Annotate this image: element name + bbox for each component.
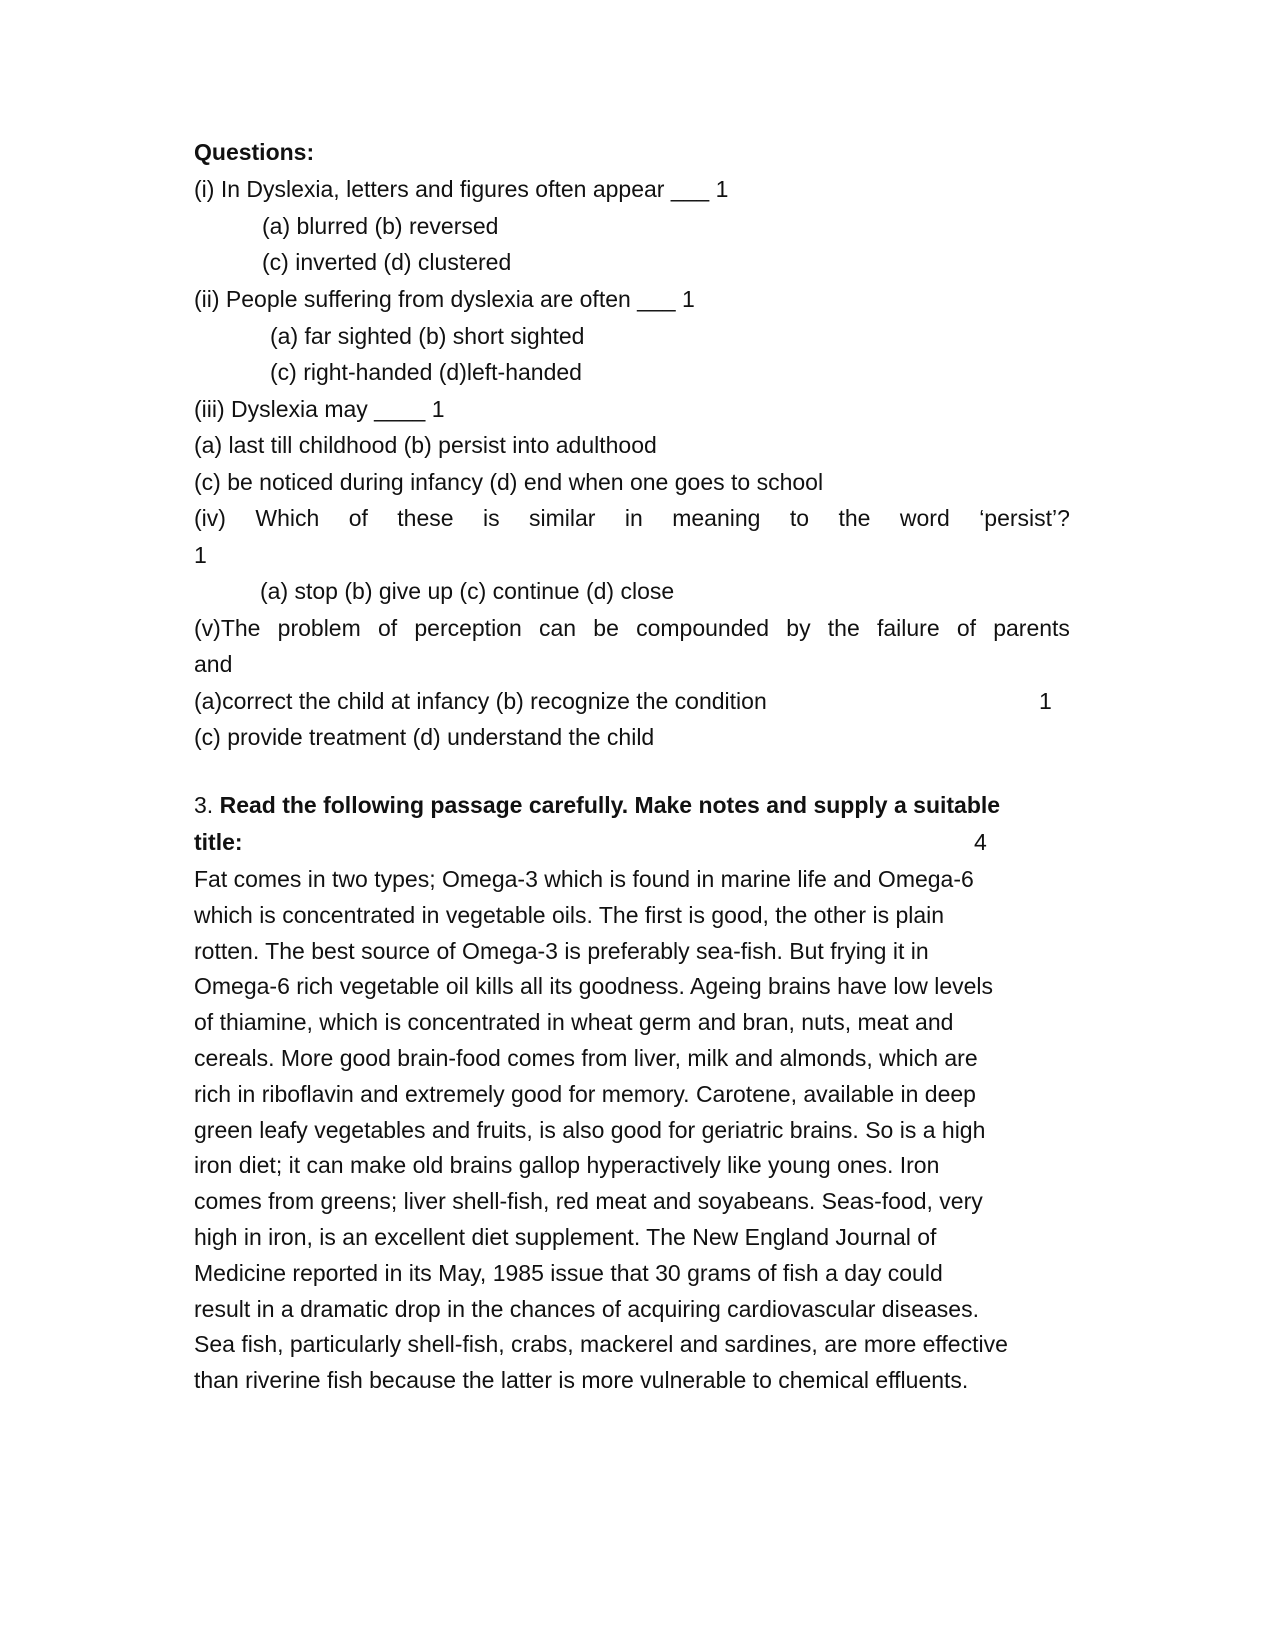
question-5-mark: 1 — [1039, 688, 1052, 714]
question-4-options: (a) stop (b) give up (c) continue (d) close — [260, 578, 675, 604]
passage-line: which is concentrated in vegetable oils. The first is good, the other is plain — [194, 901, 945, 928]
question-1-options-ab: (a) blurred (b) reversed — [262, 213, 499, 239]
word: can — [538, 615, 577, 641]
question-5-continuation: and — [194, 651, 233, 677]
word: failure — [876, 615, 940, 641]
passage-line: Sea fish, particularly shell-fish, crabs, mackerel and sardines, are more effective — [194, 1331, 1008, 1358]
questions-heading: Questions: — [194, 139, 315, 165]
word: perception — [414, 615, 522, 641]
word: meaning — [672, 505, 761, 531]
passage — [194, 862, 1084, 1399]
word: Which — [255, 505, 320, 531]
passage-line: Omega-6 rich vegetable oil kills all its goodness. Ageing brains have low levels — [194, 973, 994, 1000]
passage-line: high in iron, is an excellent diet supplement. The New England Journal of — [194, 1223, 937, 1250]
word: word — [899, 505, 950, 531]
section-3-title-cont: title: — [194, 829, 243, 855]
passage-line: Medicine reported in its May, 1985 issue that 30 grams of fish a day could — [194, 1259, 943, 1286]
question-5-options-ab: (a)correct the child at infancy (b) recognize the condition — [194, 688, 767, 714]
question-3-options-ab: (a) last till childhood (b) persist into adulthood — [194, 432, 657, 458]
word: to — [789, 505, 810, 531]
section-3-number: 3. — [194, 792, 220, 818]
passage-line: rotten. The best source of Omega-3 is preferably sea-fish. But frying it in — [194, 937, 929, 964]
word: the — [838, 505, 871, 531]
word: of — [377, 615, 398, 641]
word: similar — [529, 505, 596, 531]
passage-line: rich in riboflavin and extremely good for memory. Carotene, available in deep — [194, 1080, 976, 1107]
word: be — [593, 615, 619, 641]
question-1: (i) In Dyslexia, letters and figures often appear ___ 1 — [194, 176, 729, 202]
word: compounded — [636, 615, 770, 641]
question-3: (iii) Dyslexia may ____ 1 — [194, 396, 445, 422]
word: ‘persist’? — [979, 505, 1070, 531]
word: is — [482, 505, 500, 531]
passage-line: cereals. More good brain-food comes from liver, milk and almonds, which are — [194, 1044, 978, 1071]
question-2: (ii) People suffering from dyslexia are often ___ 1 — [194, 286, 695, 312]
question-4 — [194, 503, 1070, 533]
passage-line: of thiamine, which is concentrated in wheat germ and bran, nuts, meat and — [194, 1009, 954, 1036]
word: (v)The — [194, 615, 261, 641]
section-3-title — [194, 790, 1000, 820]
passage-line: green leafy vegetables and fruits, is also good for geriatric brains. So is a high — [194, 1116, 986, 1143]
word: parents — [993, 615, 1070, 641]
passage-line: Fat comes in two types; Omega-3 which is found in marine life and Omega-6 — [194, 866, 974, 892]
passage-line: than riverine fish because the latter is more vulnerable to chemical effluents. — [194, 1367, 969, 1394]
question-2-options-cd: (c) right-handed (d)left-handed — [270, 359, 582, 385]
word: problem — [277, 615, 361, 641]
section-3-marks: 4 — [974, 829, 987, 855]
question-3-options-cd: (c) be noticed during infancy (d) end when one goes to school — [194, 469, 824, 495]
word: the — [827, 615, 860, 641]
passage-line: comes from greens; liver shell-fish, red meat and soyabeans. Seas-food, very — [194, 1188, 983, 1215]
word: of — [348, 505, 368, 531]
word: of — [956, 615, 977, 641]
word: by — [786, 615, 811, 641]
word: in — [624, 505, 643, 531]
passage-line: iron diet; it can make old brains gallop hyperactively like young ones. Iron — [194, 1152, 940, 1179]
question-2-options-ab: (a) far sighted (b) short sighted — [270, 323, 585, 349]
question-5-options-cd: (c) provide treatment (d) understand the child — [194, 724, 655, 750]
word: these — [397, 505, 454, 531]
question-5 — [194, 613, 1070, 643]
word: (iv) — [194, 505, 226, 531]
question-1-options-cd: (c) inverted (d) clustered — [262, 249, 512, 275]
section-3-instruction: Read the following passage carefully. Make notes and supply a suitable — [219, 792, 1001, 818]
question-4-mark: 1 — [194, 542, 207, 568]
passage-line: result in a dramatic drop in the chances of acquiring cardiovascular diseases. — [194, 1295, 979, 1322]
